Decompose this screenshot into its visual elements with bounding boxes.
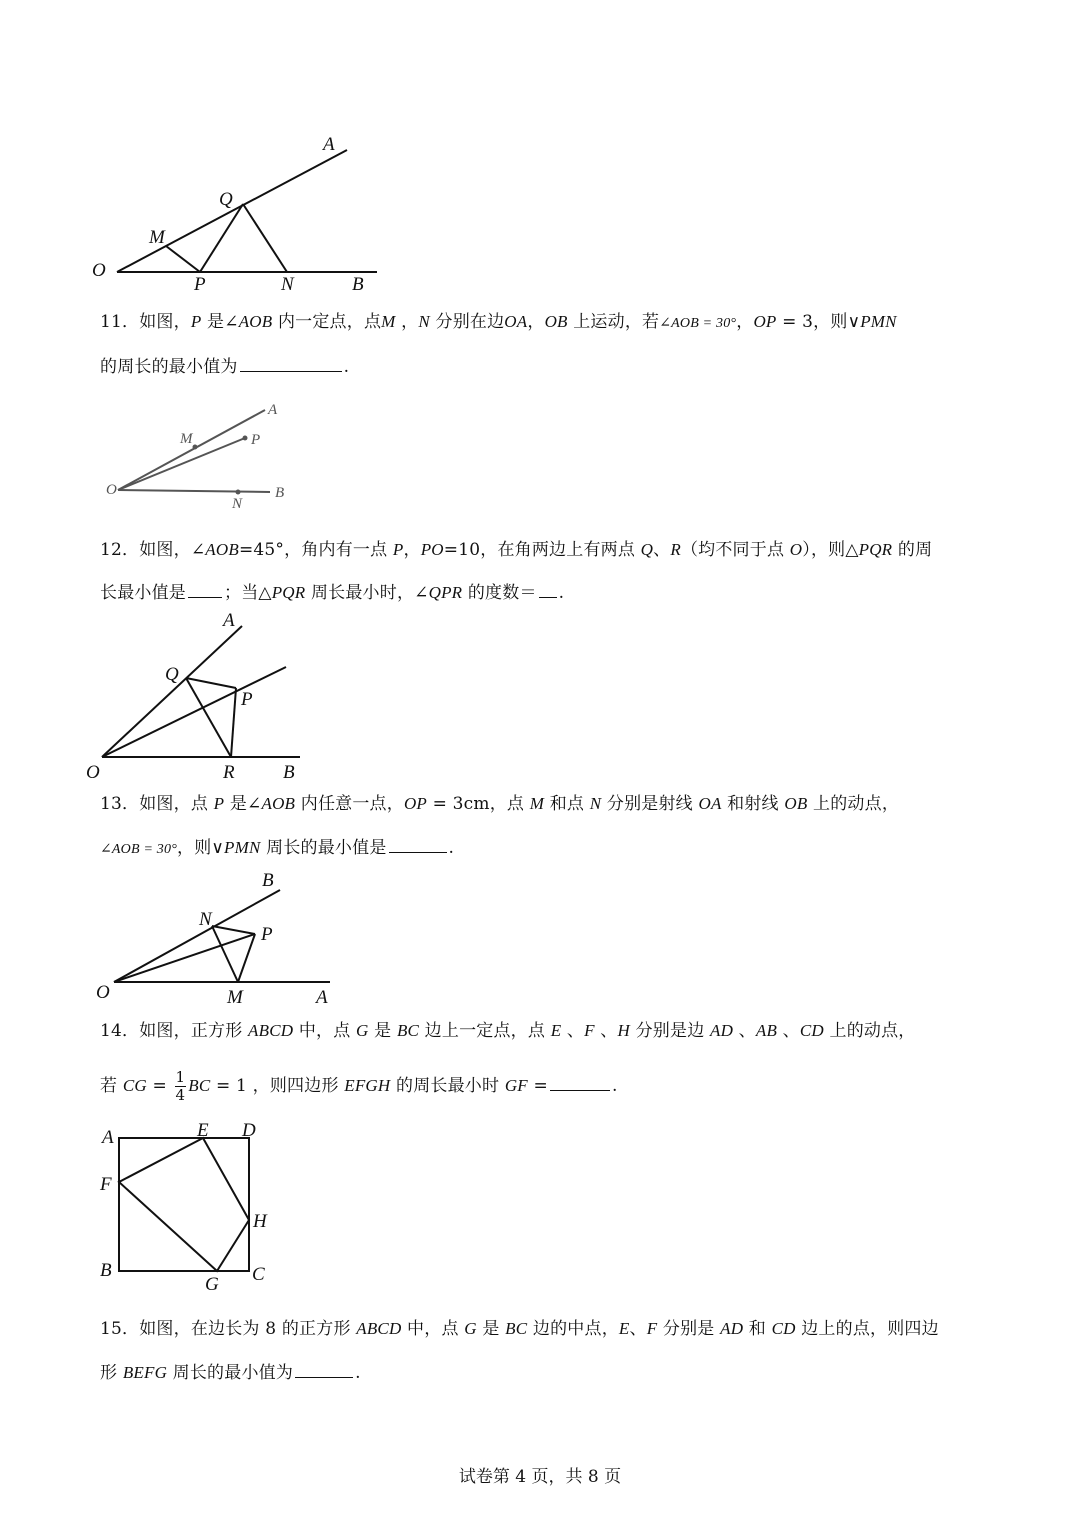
label-p: P <box>251 432 261 448</box>
segment-qn <box>243 204 287 272</box>
q11-line2: 的周长的最小值为 . <box>100 357 350 377</box>
q12-line1: 12．如图，∠AOB=45°，角内有一点 P，PO=10，在角两边上有两点 Q、R（均不同于点 O），则△PQR 的周 <box>100 540 933 560</box>
label-q: Q <box>165 664 179 685</box>
q13-line1: 13．如图，点 P 是∠AOB 内任意一点，OP = 3cm，点 M 和点 N 分别是射线 OA 和射线 OB 上的动点， <box>100 794 900 814</box>
label-p: P <box>261 924 273 945</box>
label-p: P <box>241 689 253 710</box>
label-m: M <box>227 987 243 1008</box>
label-h: H <box>253 1211 267 1232</box>
label-a: A <box>102 1127 114 1148</box>
label-a: A <box>268 402 278 418</box>
label-a: A <box>316 987 328 1008</box>
label-b: B <box>352 274 364 295</box>
q14-line2: 若 CG = $\frac{1}{4}$ BC = 1 ，则四边形 EFGH 的周长最小时 GF = . <box>100 1068 618 1104</box>
fraction-one-quarter: $\frac{1}{4}$ <box>175 1068 186 1104</box>
label-p: P <box>194 274 206 295</box>
label-r: R <box>223 762 235 783</box>
label-b: B <box>283 762 295 783</box>
segment-pm <box>238 934 255 982</box>
segment-mp <box>166 246 200 272</box>
segment-mn <box>212 926 238 982</box>
answer-blank[interactable] <box>389 836 447 853</box>
label-o: O <box>86 762 100 783</box>
figure-q11 <box>100 398 300 512</box>
segment-pq <box>200 204 243 272</box>
segment-np <box>212 926 255 934</box>
point-p <box>243 436 248 441</box>
answer-blank[interactable] <box>295 1361 353 1378</box>
answer-blank[interactable] <box>240 355 342 372</box>
label-f: F <box>100 1174 112 1195</box>
label-n: N <box>232 496 243 512</box>
q13-line2: ∠AOB = 30°，则∨PMN 周长的最小值是 . <box>100 838 455 858</box>
label-q: Q <box>219 189 233 210</box>
point-n <box>236 490 241 495</box>
label-n: N <box>281 274 294 295</box>
ray-oa <box>118 410 265 490</box>
figure-q13 <box>90 864 350 1009</box>
figure-q12 <box>86 610 320 785</box>
point-m <box>193 445 198 450</box>
label-o: O <box>96 982 110 1003</box>
label-b: B <box>275 485 285 501</box>
quadrilateral-efgh <box>119 1138 249 1271</box>
figure-q14 <box>90 1110 290 1300</box>
answer-blank-1[interactable] <box>188 581 222 598</box>
q11-line1: 11．如图，P 是∠AOB 内一定点，点M ，N 分别在边OA，OB 上运动，若∠AOB = 30°，OP = 3，则∨PMN <box>100 312 897 332</box>
answer-blank[interactable] <box>550 1074 610 1091</box>
segment-pr <box>231 688 236 757</box>
label-b: B <box>262 870 274 891</box>
label-d: D <box>242 1120 256 1141</box>
ray-oa <box>117 150 347 272</box>
page-footer: 试卷第 4 页，共 8 页 <box>458 1467 622 1487</box>
label-o: O <box>106 482 117 498</box>
label-b: B <box>100 1260 112 1281</box>
segment-rq <box>186 678 231 757</box>
label-g: G <box>205 1274 219 1295</box>
segment-qp <box>186 678 236 688</box>
label-a: A <box>223 610 235 631</box>
label-a: A <box>323 134 335 155</box>
label-e: E <box>197 1120 209 1141</box>
label-c: C <box>252 1264 265 1285</box>
label-m: M <box>149 227 165 248</box>
q12-line2: 长最小值是 ；当△PQR 周长最小时，∠QPR 的度数＝ . <box>100 583 565 603</box>
answer-blank-2[interactable] <box>539 581 557 598</box>
q15-line1: 15．如图，在边长为 8 的正方形 ABCD 中，点 G 是 BC 边的中点，E、F 分别是 AD 和 CD 边上的点，则四边 <box>100 1319 939 1339</box>
ray-oa <box>102 626 242 757</box>
q15-line2: 形 BEFG 周长的最小值为 . <box>100 1363 361 1383</box>
q14-line1: 14．如图，正方形 ABCD 中，点 G 是 BC 边上一定点，点 E 、F 、H 分别是边 AD 、AB 、CD 上的动点， <box>100 1021 916 1041</box>
ray-ob <box>118 490 270 492</box>
label-o: O <box>92 260 106 281</box>
label-n: N <box>199 909 212 930</box>
label-m: M <box>180 431 193 447</box>
figure-q10 <box>90 130 390 300</box>
